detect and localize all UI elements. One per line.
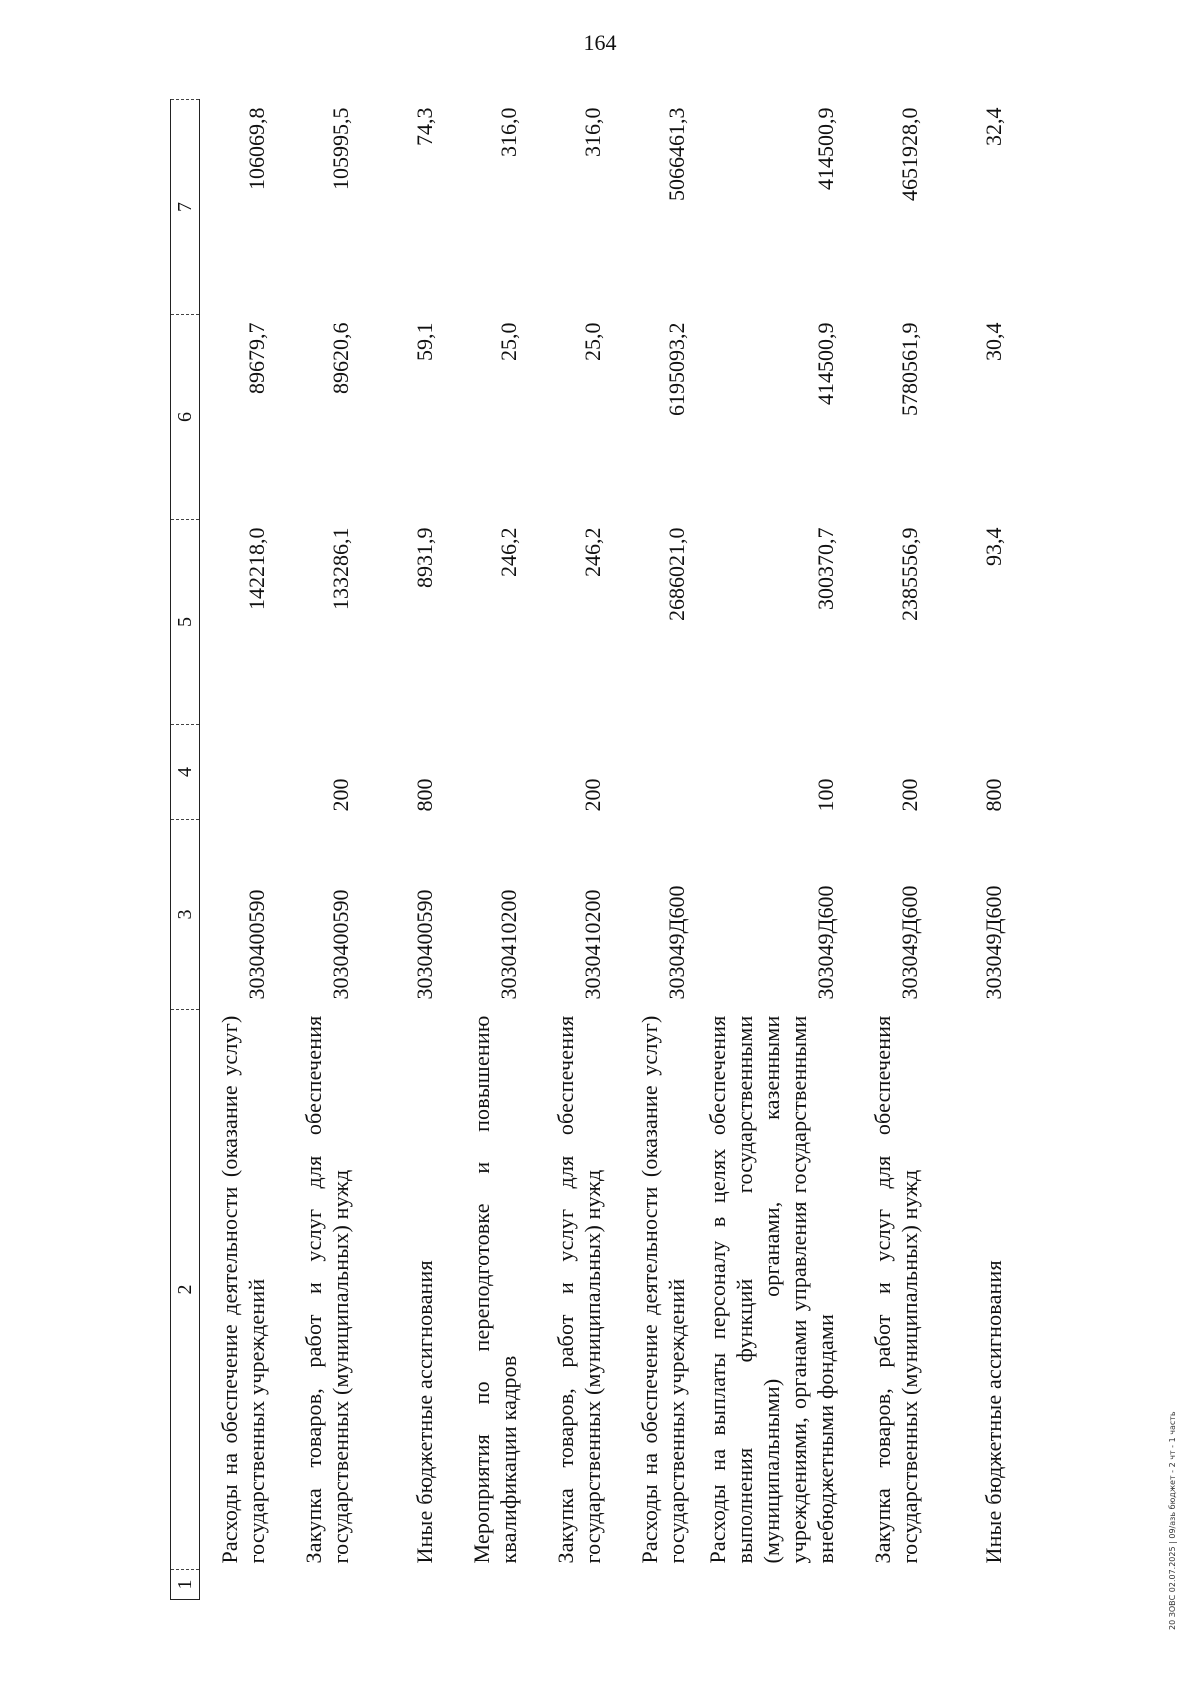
target-code: 303049Д600 [663,885,689,1000]
table-row [284,100,368,1600]
row-description: Иные бюджетные ассигнования [411,1260,437,1564]
page-number: 164 [583,30,617,55]
column-header: 6 [171,315,200,520]
expense-type: 200 [327,778,353,812]
row-description: Закупка товаров, работ и услуг для обеспечения государственных (муниципальных) нужд [869,1015,922,1564]
target-code: 3030400590 [327,889,353,1000]
value-col5: 93,4 [980,527,1006,566]
target-code: 3030410200 [495,889,521,1000]
value-col7: 106069,8 [243,107,269,190]
table-row [853,100,937,1600]
value-col7: 4651928,0 [896,107,922,201]
value-col5: 246,2 [495,527,521,577]
column-header: 4 [171,725,200,820]
value-col6: 25,0 [495,322,521,361]
target-code: 303049Д600 [812,885,838,1000]
value-col6: 25,0 [579,322,605,361]
target-code: 3030400590 [411,889,437,1000]
target-code: 303049Д600 [980,885,1006,1000]
expense-type: 100 [812,778,838,812]
row-description: Мероприятия по переподготовке и повышению квалификации кадров [468,1015,521,1564]
table-row [620,100,704,1600]
value-col7: 316,0 [579,107,605,157]
expense-type [200,725,284,820]
table-row [368,100,452,1600]
column-header: 5 [171,520,200,725]
value-col5: 8931,9 [411,527,437,588]
value-col5: 246,2 [579,527,605,577]
column-header: 3 [171,820,200,1010]
table-row [200,100,284,1600]
value-col5: 2686021,0 [663,527,689,621]
row-description: Расходы на обеспечение деятельности (оказание услуг) государственных учреждений [216,1015,269,1564]
column-header: 1 [171,1570,200,1600]
expense-type: 800 [980,778,1006,812]
footer-note: 20 ЗОВС 02.07.2025 | 09/азь бюджет - 2 чт - 1 часть [1168,1411,1177,1630]
value-col5: 133286,1 [327,527,353,610]
table-row [937,100,1021,1600]
value-col7: 105995,5 [327,107,353,190]
expense-type: 800 [411,778,437,812]
expense-type: 200 [896,778,922,812]
row-description: Закупка товаров, работ и услуг для обеспечения государственных (муниципальных) нужд [300,1015,353,1564]
value-col7: 32,4 [980,107,1006,146]
target-code: 3030400590 [243,889,269,1000]
value-col7: 5066461,3 [663,107,689,201]
row-description: Расходы на обеспечение деятельности (оказание услуг) государственных учреждений [636,1015,689,1564]
expense-type [452,725,536,820]
row-description: Иные бюджетные ассигнования [980,1260,1006,1564]
row-description: Расходы на выплаты персоналу в целях обеспечения выполнения функций государственными (муниципальными) органами, казенными учреждениями, органами управления государственными внебюджетными фондами [704,1015,838,1564]
rotated-table-container [170,100,1070,1600]
value-col7: 414500,9 [812,107,838,190]
value-col5: 142218,0 [243,527,269,610]
table-row [704,100,853,1600]
target-code: 3030410200 [579,889,605,1000]
value-col6: 30,4 [980,322,1006,361]
row-description: Закупка товаров, работ и услуг для обеспечения государственных (муниципальных) нужд [552,1015,605,1564]
value-col6: 6195093,2 [663,322,689,416]
column-header: 2 [171,1010,200,1570]
value-col7: 316,0 [495,107,521,157]
value-col6: 89620,6 [327,322,353,394]
value-col6: 59,1 [411,322,437,361]
expense-type: 200 [579,778,605,812]
value-col6: 414500,9 [812,322,838,405]
table-row [452,100,536,1600]
target-code: 303049Д600 [896,885,922,1000]
value-col6: 89679,7 [243,322,269,394]
expense-type [620,725,704,820]
table-row [536,100,620,1600]
value-col7: 74,3 [411,107,437,146]
budget-table [170,99,1021,1600]
header-row [171,100,200,1600]
value-col6: 5780561,9 [896,322,922,416]
value-col5: 300370,7 [812,527,838,610]
value-col5: 2385556,9 [896,527,922,621]
column-header: 7 [171,100,200,315]
